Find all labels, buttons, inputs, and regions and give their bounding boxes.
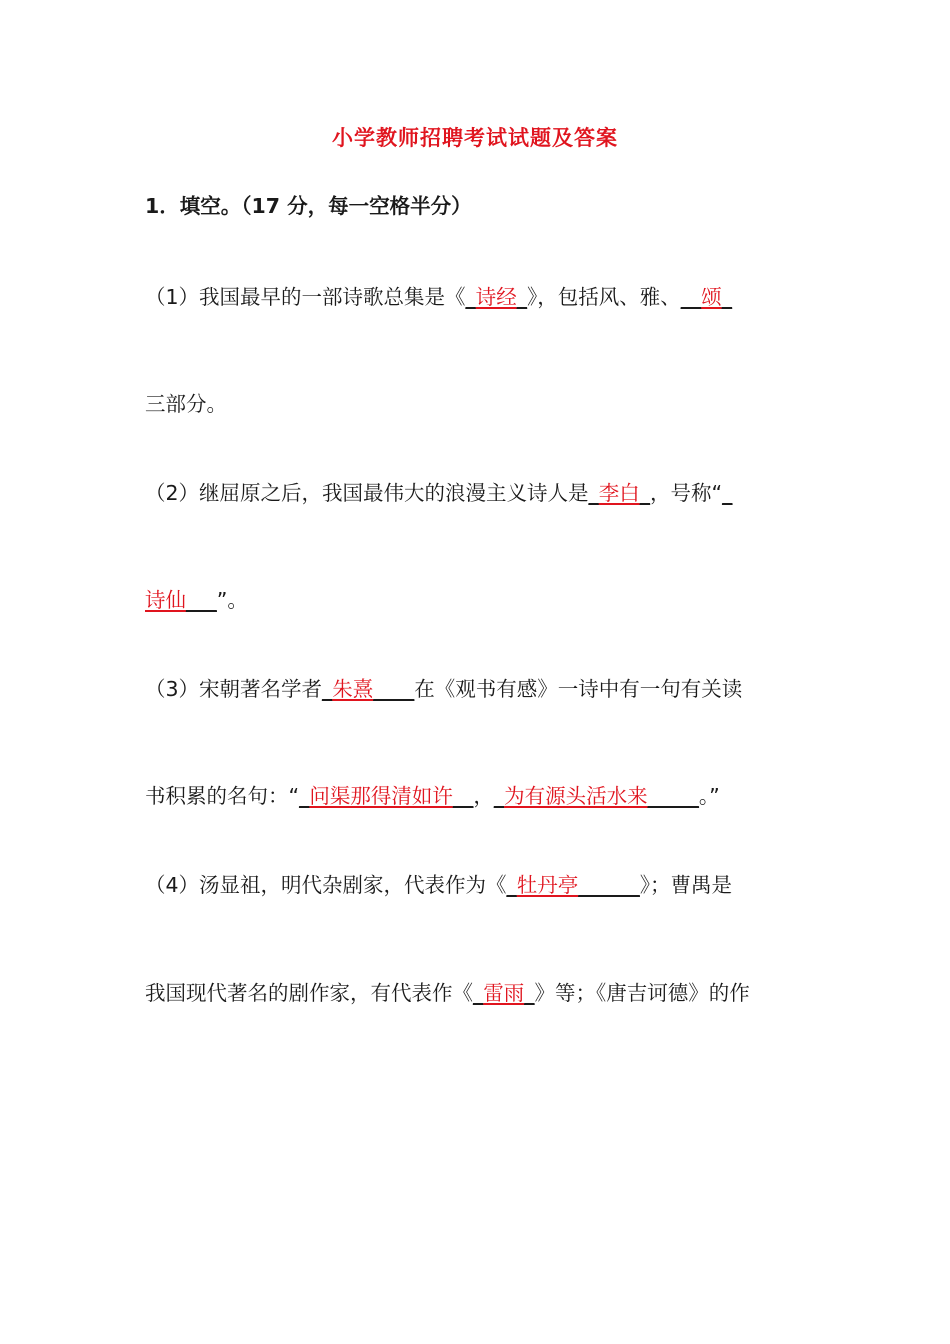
question-1-line-1	[145, 283, 732, 311]
q1-blank-pad: _	[721, 285, 733, 309]
q3-answer-2: 问渠那得清如许	[309, 784, 453, 808]
q3-blank-pad: _	[299, 784, 310, 808]
q1-answer-1: 诗经	[475, 285, 517, 309]
q4-answer-2: 雷雨	[483, 981, 525, 1005]
q1-blank-pad: __	[680, 285, 702, 309]
q4-text-cont: 我国现代著名的剧作家，有代表作《	[145, 981, 473, 1005]
question-2-line-2	[145, 586, 248, 614]
q1-blank-pad: _	[465, 285, 476, 309]
q4-answer-1: 牡丹亭	[516, 873, 579, 897]
document-title: 小学教师招聘考试试题及答案	[332, 125, 618, 150]
q2-text-pre: （2）继屈原之后，我国最伟大的浪漫主义诗人是	[145, 481, 589, 505]
q2-blank-pad: _	[722, 481, 733, 505]
q2-answer-2: 诗仙	[145, 588, 186, 612]
q2-text-end: ”。	[216, 588, 248, 612]
q3-text-pre: （3）宋朝著名学者	[145, 677, 323, 701]
q2-blank-pad: ___	[186, 588, 217, 612]
q4-text-cont-mid: 》等；《唐吉诃德》的作	[534, 981, 750, 1005]
q4-blank-pad: _	[524, 981, 535, 1005]
q3-answer-3: 为有源头活水来	[504, 784, 648, 808]
q2-blank-pad: _	[588, 481, 599, 505]
q3-blank-pad: _	[493, 784, 505, 808]
q2-text-mid: ，号称“	[650, 481, 723, 505]
q3-blank-pad: _____	[647, 784, 699, 808]
q4-blank-pad: _	[506, 873, 517, 897]
q2-answer-1: 李白	[598, 481, 640, 505]
question-1-line-2: 三部分。	[145, 392, 227, 416]
q3-comma: ，	[473, 784, 494, 808]
q3-blank-pad: ____	[373, 677, 415, 701]
q3-text-cont: 书积累的名句：“	[145, 784, 300, 808]
q4-text-mid: 》；曹禺是	[639, 873, 733, 897]
q3-answer-1: 朱熹	[332, 677, 374, 701]
q2-blank-pad: _	[639, 481, 651, 505]
q1-text-pre: （1）我国最早的一部诗歌总集是《	[145, 285, 466, 309]
question-3-line-2	[145, 782, 720, 810]
q1-answer-2: 颂	[701, 285, 722, 309]
question-4-line-1	[145, 871, 732, 899]
q4-blank-pad: ______	[578, 873, 640, 897]
q3-text-end: 。”	[698, 784, 720, 808]
q3-blank-pad: _	[322, 677, 333, 701]
q3-text-mid: 在《观书有感》一诗中有一句有关读	[414, 677, 743, 701]
q4-blank-pad: _	[473, 981, 484, 1005]
q4-text-pre: （4）汤显祖，明代杂剧家，代表作为《	[145, 873, 507, 897]
q1-blank-pad: _	[516, 285, 528, 309]
question-3-line-1	[145, 675, 742, 703]
section-heading: 1．填空。（17 分，每一空格半分）	[145, 194, 472, 218]
question-2-line-1	[145, 479, 732, 507]
q3-blank-pad: __	[452, 784, 474, 808]
q1-text-mid: 》，包括风、雅、	[527, 285, 681, 309]
question-4-line-2	[145, 979, 750, 1007]
